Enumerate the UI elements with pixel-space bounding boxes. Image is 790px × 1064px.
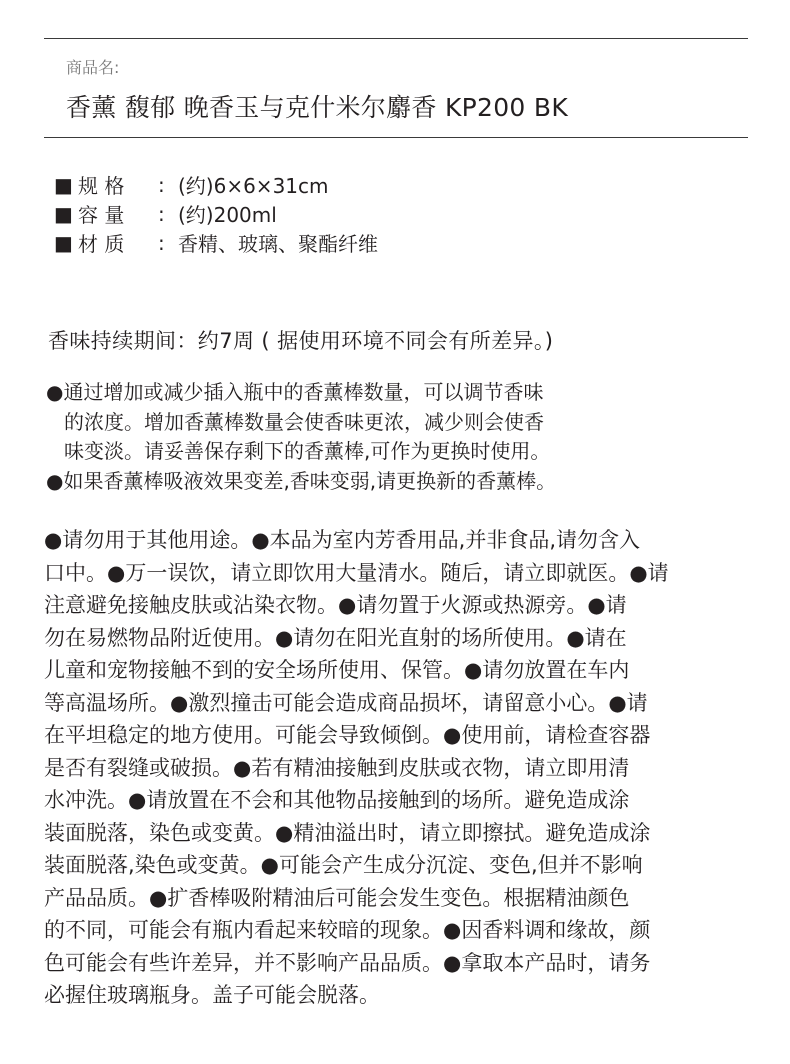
square-bullet-icon: ■ <box>54 201 73 226</box>
spec-value: (约)6×6×31cm <box>178 174 329 198</box>
caution-line: 勿在易燃物品附近使用。●请勿在阳光直射的场所使用。●请在 <box>44 625 627 650</box>
caution-line: 注意避免接触皮肤或沾染衣物。●请勿置于火源或热源旁。●请 <box>44 593 627 617</box>
caution-line: 等高温场所。●激烈撞击可能会造成商品损坏，请留意小心。●请 <box>44 690 648 715</box>
spec-value: (约)200ml <box>178 203 277 227</box>
caution-line: 是否有裂缝或破损。●若有精油接触到皮肤或衣物，请立即用清 <box>44 755 630 780</box>
caution-line: 必握住玻璃瓶身。盖子可能会脱落。 <box>44 983 380 1007</box>
product-label: 商品名: <box>66 58 120 77</box>
spec-row-size <box>54 170 378 199</box>
caution-notes <box>44 524 669 1012</box>
caution-line: 儿童和宠物接触不到的安全场所使用、保管。●请勿放置在车内 <box>44 658 630 682</box>
usage-line: ●通过增加或减少插入瓶中的香薰棒数量，可以调节香味 <box>46 380 544 404</box>
spec-row-material <box>54 228 378 257</box>
product-name: 香薰 馥郁 晚香玉与克什米尔麝香 KP200 BK <box>66 93 569 122</box>
spec-label: 容 量 <box>78 203 125 227</box>
spec-colon: : <box>158 201 165 226</box>
caution-line: ●请勿用于其他用途。●本品为室内芳香用品,并非食品,请勿含入 <box>44 528 640 552</box>
usage-notes <box>46 378 556 496</box>
usage-line: 的浓度。增加香薰棒数量会使香味更浓，减少则会使香 <box>64 409 544 434</box>
square-bullet-icon: ■ <box>54 230 73 255</box>
caution-line: 在平坦稳定的地方使用。可能会导致倾倒。●使用前，请检查容器 <box>44 723 651 747</box>
spec-colon: : <box>158 230 165 255</box>
header-divider <box>44 137 748 138</box>
caution-line: 水冲洗。●请放置在不会和其他物品接触到的场所。避免造成涂 <box>44 788 630 812</box>
caution-line: 色可能会有些许差异，并不影响产品品质。●拿取本产品时，请务 <box>44 950 651 975</box>
fragrance-duration: 香味持续期间：约7周 ( 据使用环境不同会有所差异。) <box>48 329 554 353</box>
caution-line: 产品品质。●扩香棒吸附精油后可能会发生变色。根据精油颜色 <box>44 885 630 910</box>
top-divider <box>44 38 748 39</box>
spec-value: 香精、玻璃、聚酯纤维 <box>178 232 378 256</box>
usage-line: 味变淡。请妥善保存剩下的香薰棒,可作为更换时使用。 <box>64 439 551 463</box>
spec-row-capacity <box>54 199 378 228</box>
spec-list <box>54 170 378 257</box>
caution-line: 装面脱落,染色或变黄。●可能会产生成分沉淀、变色,但并不影响 <box>44 853 643 877</box>
spec-label: 材 质 <box>78 232 125 256</box>
spec-label: 规 格 <box>78 174 125 198</box>
caution-line: 的不同，可能会有瓶内看起来较暗的现象。●因香料调和缘故，颜 <box>44 918 651 942</box>
usage-line: ●如果香薰棒吸液效果变差,香味变弱,请更换新的香薰棒。 <box>46 468 557 493</box>
square-bullet-icon: ■ <box>54 172 73 197</box>
caution-line: 装面脱落，染色或变黄。●精油溢出时，请立即擦拭。避免造成涂 <box>44 820 651 845</box>
spec-colon: : <box>158 172 165 197</box>
caution-line: 口中。●万一误饮，请立即饮用大量清水。随后，请立即就医。●请 <box>44 560 669 585</box>
